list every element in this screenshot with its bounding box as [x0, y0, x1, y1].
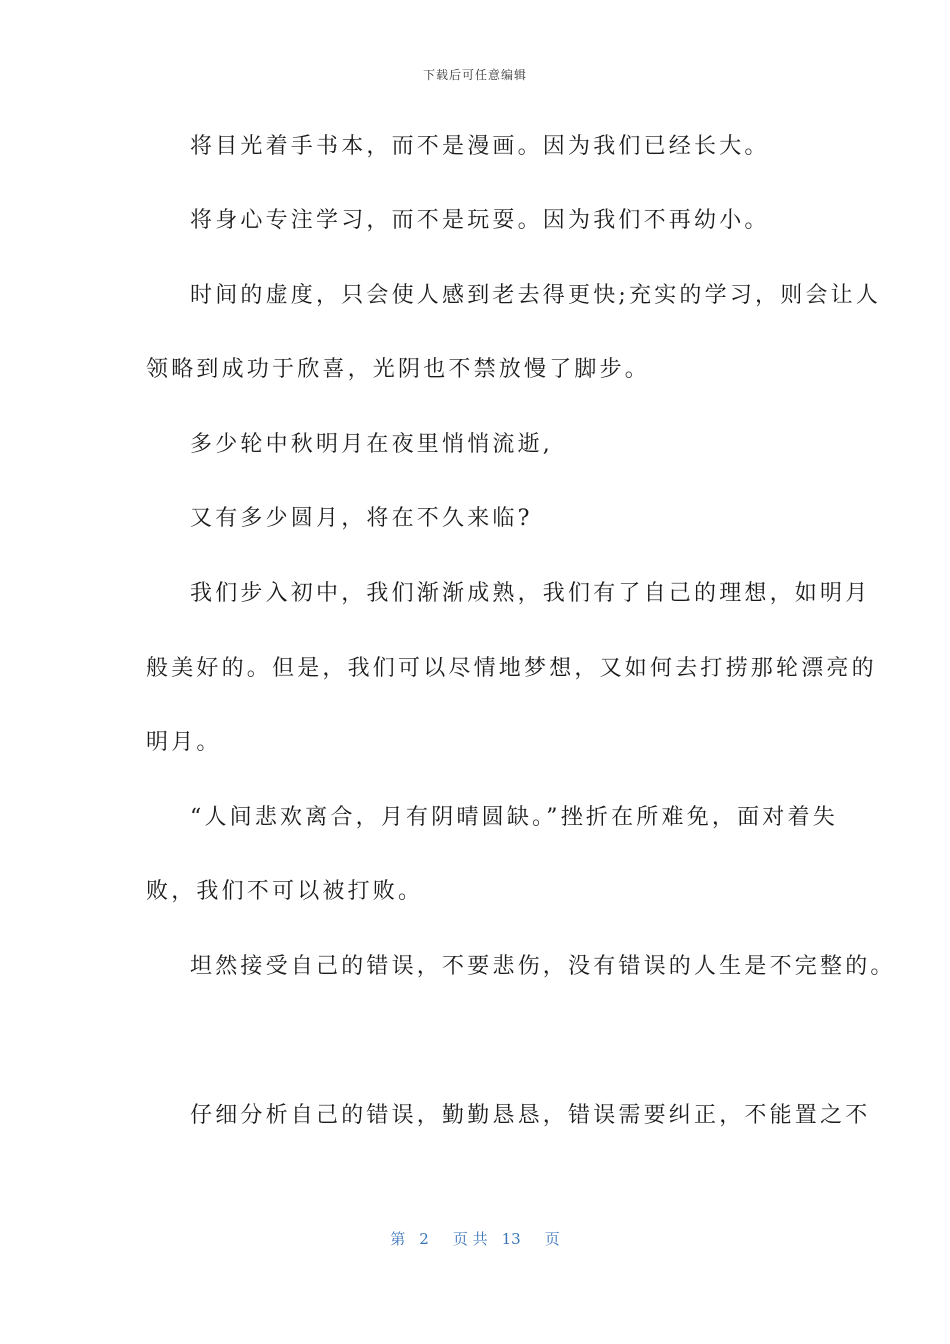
footer-page-total: 13 [501, 1230, 521, 1248]
paragraph-line-1: 将目光着手书本，而不是漫画。因为我们已经长大。 [190, 134, 770, 159]
paragraph-line-4: 领略到成功于欣喜，光阴也不禁放慢了脚步。 [146, 357, 651, 382]
paragraph-line-13: 仔细分析自己的错误，勤勤恳恳，错误需要纠正，不能置之不 [190, 1103, 871, 1128]
page-footer [0, 1228, 950, 1249]
paragraph-line-2: 将身心专注学习，而不是玩耍。因为我们不再幼小。 [190, 208, 770, 233]
footer-page-suffix: 页 [544, 1230, 560, 1248]
footer-page-middle: 页 共 [452, 1230, 488, 1248]
paragraph-line-12: 坦然接受自己的错误，不要悲伤，没有错误的人生是不完整的。 [190, 954, 896, 979]
paragraph-line-11: 败，我们不可以被打败。 [146, 879, 424, 904]
paragraph-line-6: 又有多少圆月，将在不久来临? [190, 506, 533, 531]
paragraph-line-10: “人间悲欢离合，月有阴晴圆缺。”挫折在所难免，面对着失 [190, 805, 838, 830]
paragraph-line-5: 多少轮中秋明月在夜里悄悄流逝, [190, 432, 553, 457]
footer-page-prefix: 第 [390, 1230, 406, 1248]
footer-page-current: 2 [419, 1230, 429, 1248]
paragraph-line-3: 时间的虚度，只会使人感到老去得更快;充实的学习，则会让人 [190, 283, 882, 308]
paragraph-line-8: 般美好的。但是，我们可以尽情地梦想，又如何去打捞那轮漂亮的 [146, 656, 877, 681]
page-header: 下载后可任意编辑 [422, 68, 527, 82]
paragraph-line-9: 明月。 [146, 730, 222, 755]
paragraph-line-7: 我们步入初中，我们渐渐成熟，我们有了自己的理想，如明月 [190, 581, 871, 606]
